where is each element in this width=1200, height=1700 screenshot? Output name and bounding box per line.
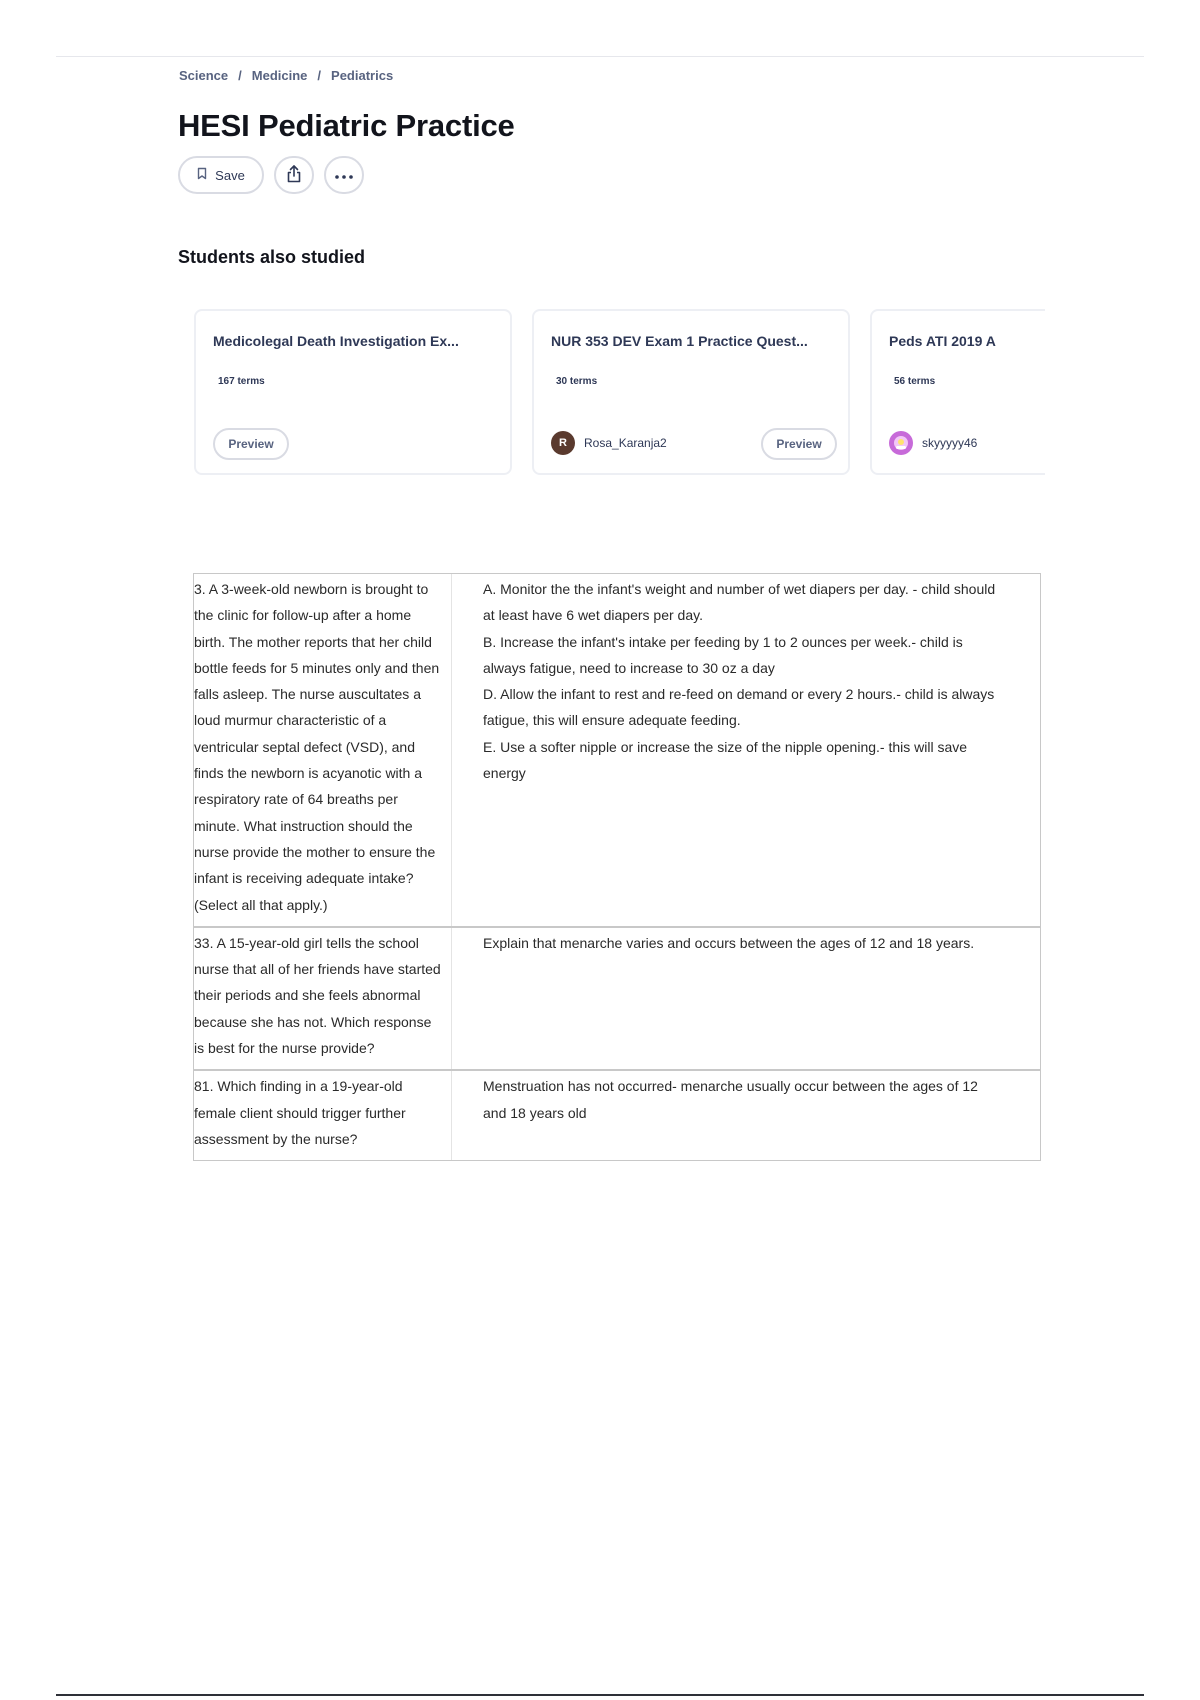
card-author[interactable] bbox=[889, 431, 977, 455]
related-set-card[interactable] bbox=[870, 309, 1045, 475]
page-title: HESI Pediatric Practice bbox=[178, 108, 515, 143]
answer-line: E. Use a softer nipple or increase the size of the nipple opening.- this will save energy bbox=[483, 738, 968, 782]
answer-line: B. Increase the infant's intake per feeding by 1 to 2 ounces per week.- child is always fatigue, need to increase to 30 oz a day bbox=[483, 633, 963, 676]
bottom-divider bbox=[56, 1694, 1144, 1696]
answer-line: Menstruation has not occurred- menarche usually occur between the ages of 12 and 18 years old bbox=[483, 1078, 978, 1121]
breadcrumb bbox=[179, 68, 393, 83]
answer-cell bbox=[452, 1071, 1040, 1160]
students-also-studied-heading: Students also studied bbox=[178, 247, 366, 267]
answer-cell bbox=[452, 574, 1040, 926]
table-row bbox=[194, 574, 1040, 928]
qa-table bbox=[193, 573, 1041, 1161]
answer-line: A. Monitor the the infant's weight and number of wet diapers per day. - child should at least have 6 wet diapers per day. bbox=[483, 581, 996, 624]
bookmark-icon bbox=[197, 167, 207, 183]
question-cell: 33. A 15-year-old girl tells the school nurse that all of her friends have started their periods and she feels abnormal because she has not. Which response is best for the nurse provide? bbox=[194, 928, 452, 1069]
share-icon bbox=[285, 164, 303, 187]
answer-cell bbox=[452, 928, 1040, 1069]
card-term-count: 56 terms bbox=[894, 376, 936, 387]
related-set-card[interactable] bbox=[532, 309, 850, 475]
related-set-card[interactable] bbox=[194, 309, 512, 475]
question-cell: 81. Which finding in a 19-year-old female client should trigger further assessment by the nurse? bbox=[194, 1071, 452, 1160]
preview-button[interactable]: Preview bbox=[213, 428, 289, 460]
table-row bbox=[194, 1071, 1040, 1160]
question-cell: 3. A 3-week-old newborn is brought to the clinic for follow-up after a home birth. The mother reports that her child bottle feeds for 5 minutes only and then falls asleep. The nurse auscultates a loud murmur characteristic of a ventricular septal defect (VSD), and finds the newborn is acyanotic with a respiratory rate of 64 breaths per minute. What instruction should the nurse provide the mother to ensure the infant is receiving adequate intake? (Select all that apply.) bbox=[194, 574, 452, 926]
preview-button[interactable]: Preview bbox=[761, 428, 837, 460]
breadcrumb-separator: / bbox=[238, 68, 242, 83]
breadcrumb-item-pediatrics[interactable]: Pediatrics bbox=[331, 68, 394, 83]
card-title[interactable]: Medicolegal Death Investigation Ex... bbox=[213, 333, 459, 349]
author-name: Rosa_Karanja2 bbox=[584, 436, 667, 450]
avatar-icon bbox=[889, 431, 913, 455]
save-label: Save bbox=[215, 167, 245, 183]
set-actions bbox=[178, 156, 364, 194]
breadcrumb-separator: / bbox=[317, 68, 322, 83]
card-author[interactable] bbox=[551, 431, 667, 455]
breadcrumb-item-science[interactable]: Science bbox=[179, 68, 229, 83]
save-button[interactable] bbox=[178, 156, 264, 194]
breadcrumb-item-medicine[interactable]: Medicine bbox=[251, 68, 308, 83]
card-term-count: 167 terms bbox=[218, 376, 265, 387]
author-name: skyyyyy46 bbox=[922, 436, 978, 450]
related-sets-carousel bbox=[192, 306, 1045, 482]
share-button[interactable] bbox=[274, 156, 314, 194]
more-horizontal-icon bbox=[334, 168, 354, 183]
avatar: R bbox=[551, 431, 575, 455]
answer-line: Explain that menarche varies and occurs between the ages of 12 and 18 years. bbox=[483, 934, 975, 951]
top-divider bbox=[56, 56, 1144, 57]
card-title[interactable]: NUR 353 DEV Exam 1 Practice Quest... bbox=[551, 333, 808, 349]
more-options-button[interactable] bbox=[324, 156, 364, 194]
table-row bbox=[194, 928, 1040, 1071]
answer-line: D. Allow the infant to rest and re-feed on demand or every 2 hours.- child is always fatigue, this will ensure adequate feeding. bbox=[483, 686, 995, 729]
card-term-count: 30 terms bbox=[556, 376, 598, 387]
card-title[interactable]: Peds ATI 2019 A bbox=[889, 333, 996, 349]
